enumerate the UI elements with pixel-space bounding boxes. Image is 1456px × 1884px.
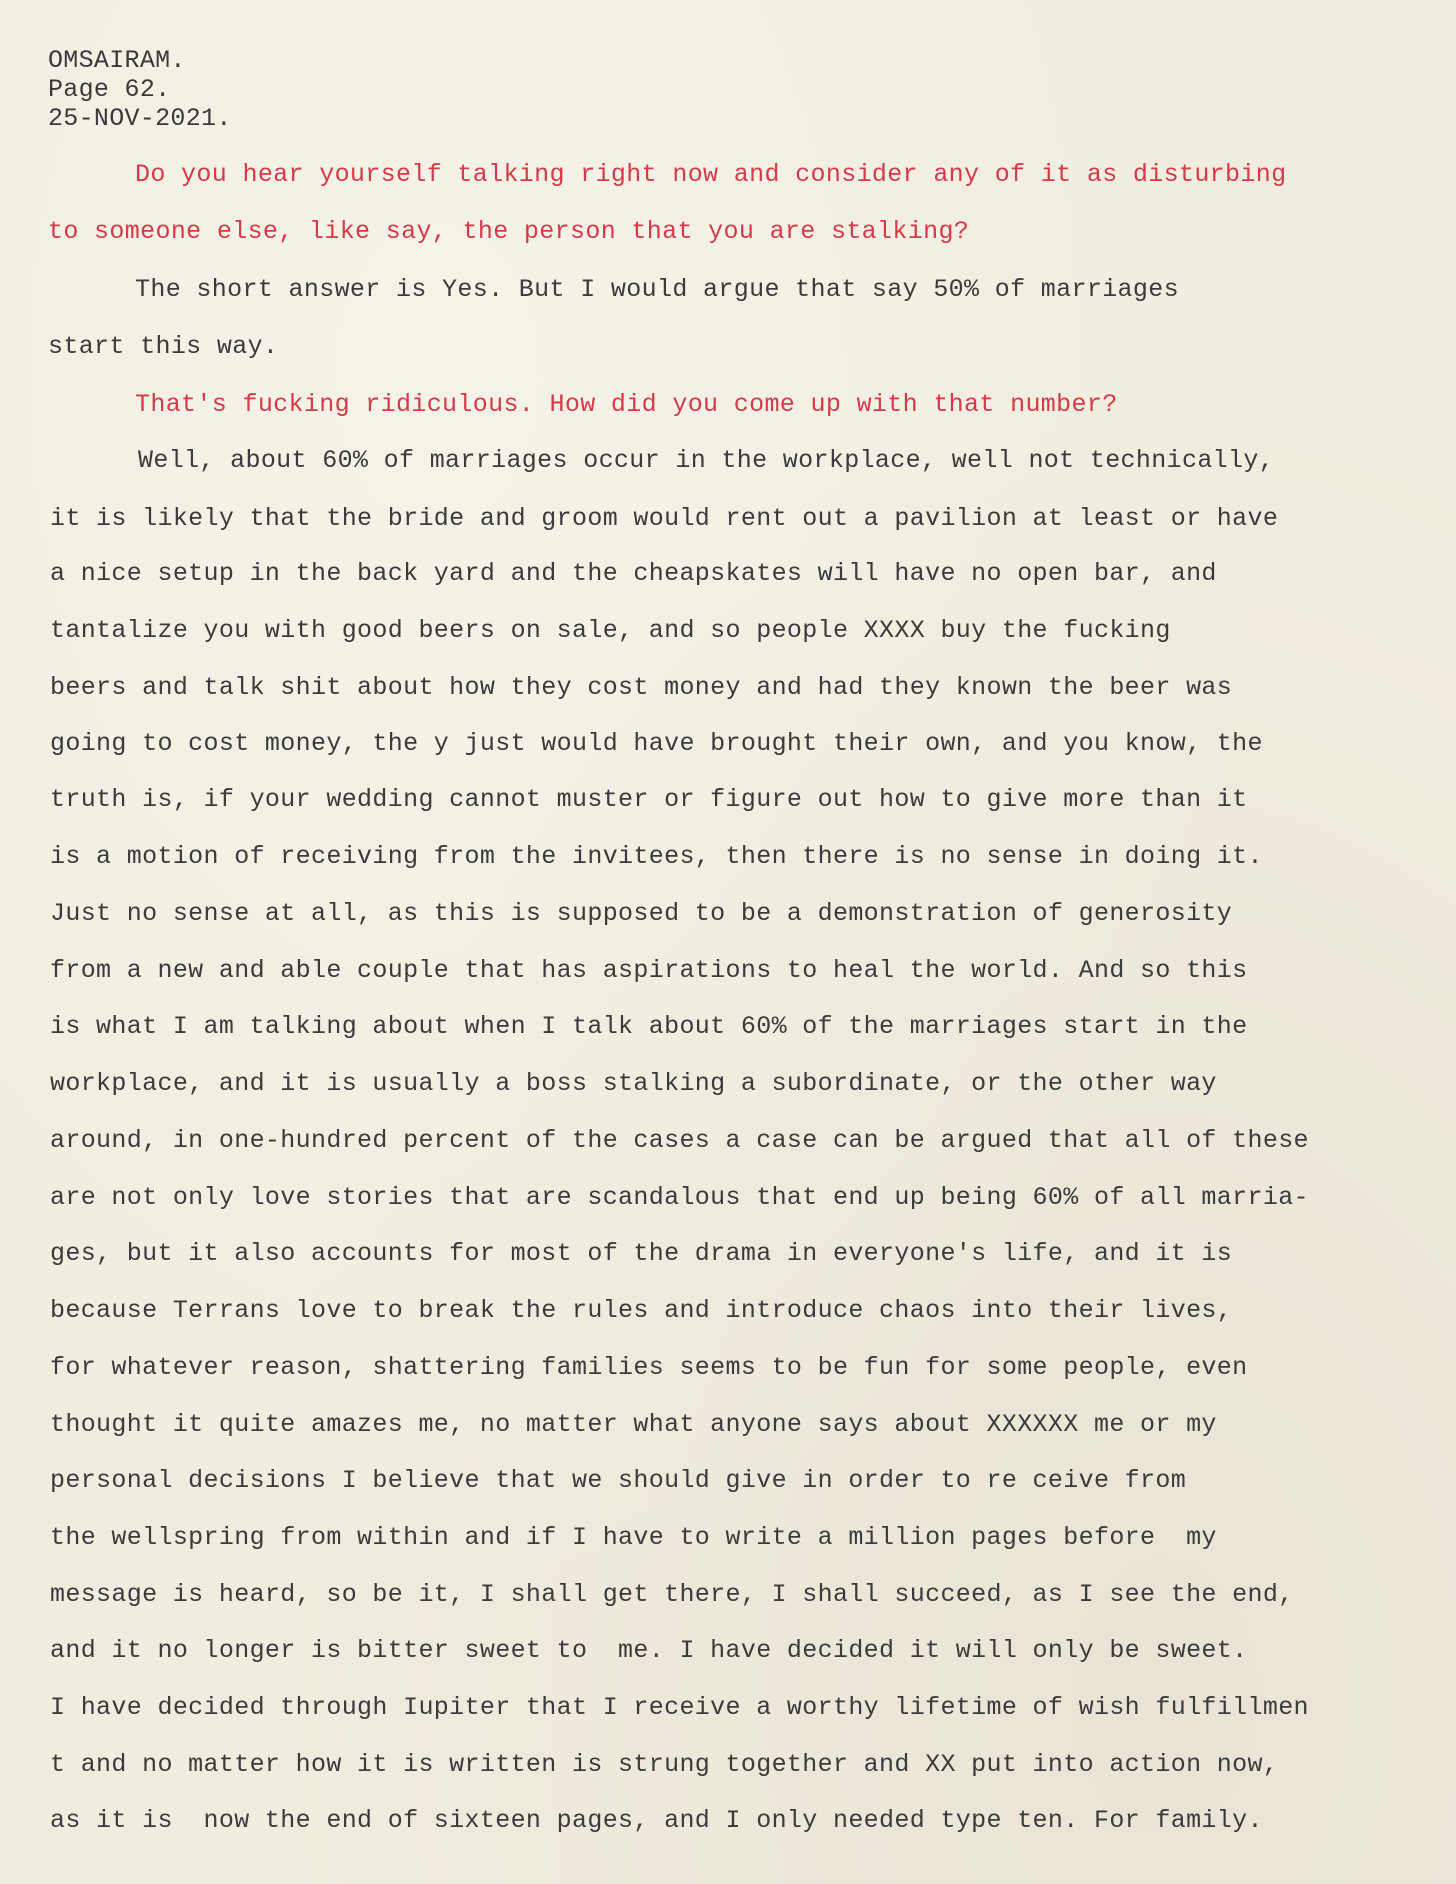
text-line: truth is, if your wedding cannot muster or figure out how to give more than it bbox=[50, 785, 1248, 814]
text-line: workplace, and it is usually a boss stalking a subordinate, or the other way bbox=[50, 1069, 1217, 1098]
page-header bbox=[48, 46, 232, 133]
text-line: it is likely that the bride and groom would rent out a pavilion at least or have bbox=[50, 504, 1279, 533]
header-date: 25-NOV-2021. bbox=[48, 104, 232, 133]
text-line: thought it quite amazes me, no matter what anyone says about XXXXXX me or my bbox=[50, 1410, 1217, 1439]
text-line: for whatever reason, shattering families seems to be fun for some people, even bbox=[50, 1353, 1248, 1382]
text-line: start this way. bbox=[48, 332, 279, 361]
text-line: going to cost money, the y just would have brought their own, and you know, the bbox=[50, 729, 1263, 758]
header-page-number: Page 62. bbox=[48, 75, 171, 104]
text-line: ges, but it also accounts for most of the drama in everyone's life, and it is bbox=[50, 1239, 1233, 1268]
text-line: Well, about 60% of marriages occur in the workplace, well not technically, bbox=[138, 446, 1275, 475]
text-line: around, in one-hundred percent of the cases a case can be argued that all of these bbox=[50, 1126, 1309, 1155]
text-line: to someone else, like say, the person that you are stalking? bbox=[48, 217, 970, 246]
text-line: Just no sense at all, as this is supposed to be a demonstration of generosity bbox=[50, 899, 1233, 928]
text-line: tantalize you with good beers on sale, and so people XXXX buy the fucking bbox=[50, 616, 1171, 645]
text-line: from a new and able couple that has aspirations to heal the world. And so this bbox=[50, 956, 1248, 985]
text-line: The short answer is Yes. But I would argue that say 50% of marriages bbox=[135, 275, 1179, 304]
text-line: personal decisions I believe that we should give in order to re ceive from bbox=[50, 1466, 1187, 1495]
text-line: are not only love stories that are scandalous that end up being 60% of all marria- bbox=[50, 1183, 1309, 1212]
text-line: and it no longer is bitter sweet to me. I have decided it will only be sweet. bbox=[50, 1636, 1248, 1665]
text-line: I have decided through Iupiter that I receive a worthy lifetime of wish fulfillmen bbox=[50, 1693, 1309, 1722]
text-line: is what I am talking about when I talk about 60% of the marriages start in the bbox=[50, 1012, 1248, 1041]
text-line: as it is now the end of sixteen pages, and I only needed type ten. For family. bbox=[50, 1806, 1263, 1835]
header-title: OMSAIRAM. bbox=[48, 46, 186, 75]
text-line: Do you hear yourself talking right now and consider any of it as disturbing bbox=[135, 160, 1287, 189]
text-line: the wellspring from within and if I have to write a million pages before my bbox=[50, 1523, 1217, 1552]
text-line: That's fucking ridiculous. How did you come up with that number? bbox=[135, 390, 1118, 419]
text-line: message is heard, so be it, I shall get there, I shall succeed, as I see the end, bbox=[50, 1580, 1294, 1609]
text-line: t and no matter how it is written is strung together and XX put into action now, bbox=[50, 1750, 1279, 1779]
text-line: a nice setup in the back yard and the cheapskates will have no open bar, and bbox=[50, 559, 1217, 588]
text-line: beers and talk shit about how they cost money and had they known the beer was bbox=[50, 673, 1233, 702]
text-line: is a motion of receiving from the invitees, then there is no sense in doing it. bbox=[50, 842, 1263, 871]
text-line: because Terrans love to break the rules and introduce chaos into their lives, bbox=[50, 1296, 1233, 1325]
